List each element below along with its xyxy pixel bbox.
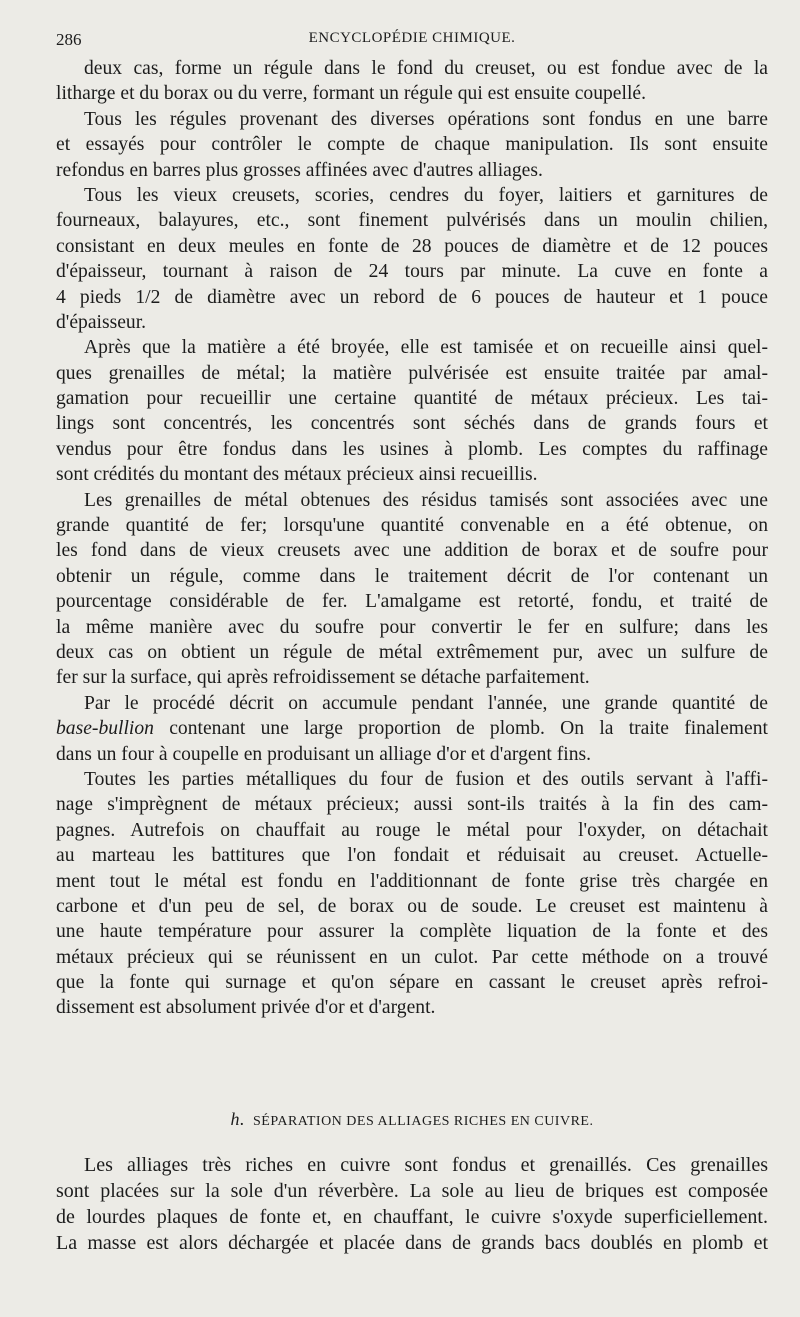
text-line: sont crédités du montant des métaux précieux ainsi recueillis. xyxy=(56,464,538,486)
text-line: La masse est alors déchargée et placée dans de grands bacs doublés en plomb et xyxy=(56,1232,768,1254)
text-line: une haute température pour assurer la complète liquation de la fonte et des xyxy=(56,921,768,943)
text-line: Les grenailles de métal obtenues des résidus tamisés sont associées avec une xyxy=(84,489,768,511)
text-line: d'épaisseur, tournant à raison de 24 tours par minute. La cuve en fonte a xyxy=(56,261,768,283)
paragraph xyxy=(56,183,768,335)
text-line: Après que la matière a été broyée, elle est tamisée et on recueille ainsi quel- xyxy=(84,337,768,359)
text-line: pourcentage considérable de fer. L'amalgame est retorté, fondu, et traité de xyxy=(56,591,768,613)
text-line: dans un four à coupelle en produisant un alliage d'or et d'argent fins. xyxy=(56,743,592,765)
text-line: sont placées sur la sole d'un réverbère. La sole au lieu de briques est composée xyxy=(56,1180,768,1202)
paragraph xyxy=(56,107,768,183)
text-line: Les alliages très riches en cuivre sont fondus et grenaillés. Ces grenailles xyxy=(84,1154,768,1176)
text-line: au marteau les battitures que l'on fondait et réduisait au creuset. Actuelle- xyxy=(56,845,768,867)
text-line: Tous les vieux creusets, scories, cendres du foyer, laitiers et garnitures de xyxy=(84,184,768,206)
section-title: SÉPARATION DES ALLIAGES RICHES EN CUIVRE. xyxy=(253,1114,594,1129)
text-line: vendus pour être fondus dans les usines à plomb. Les comptes du raffinage xyxy=(56,438,768,460)
text-line: 4 pieds 1/2 de diamètre avec un rebord de 6 pouces de hauteur et 1 pouce xyxy=(56,286,768,308)
text-line: grande quantité de fer; lorsqu'une quantité convenable en a été obtenue, on xyxy=(56,515,768,537)
text-line: et essayés pour contrôler le compte de chaque manipulation. Ils sont ensuite xyxy=(56,134,768,156)
text-line: les fond dans de vieux creusets avec une addition de borax et de soufre pour xyxy=(56,540,768,562)
paragraph xyxy=(56,767,768,1021)
text-line: fourneaux, balayures, etc., sont finement pulvérisés dans un moulin chilien, xyxy=(56,210,768,232)
text-line: la même manière avec du soufre pour convertir le fer en sulfure; dans les xyxy=(56,616,768,638)
text-line: Toutes les parties métalliques du four de fusion et des outils servant à l'affi- xyxy=(84,768,768,790)
text-line: de lourdes plaques de fonte et, en chauffant, le cuivre s'oxyde superficiellement. xyxy=(56,1206,768,1228)
text-line: litharge et du borax ou du verre, formant un régule qui est ensuite coupellé. xyxy=(56,83,646,105)
text-line: gamation pour recueillir une certaine quantité de métaux précieux. Les tai- xyxy=(56,388,768,410)
text-line: dissement est absolument privée d'or et d'argent. xyxy=(56,997,436,1019)
page-header xyxy=(56,22,768,52)
text-line: lings sont concentrés, les concentrés sont séchés dans de grands fours et xyxy=(56,413,768,435)
section-heading xyxy=(56,1090,768,1148)
text-line: Tous les régules provenant des diverses opérations sont fondus en une barre xyxy=(84,108,768,130)
text-line: ment tout le métal est fondu en l'additionnant de fonte grise très chargée en xyxy=(56,870,768,892)
text-line: métaux précieux qui se réunissent en un culot. Par cette méthode on a trouvé xyxy=(56,946,768,968)
paragraph xyxy=(56,1152,768,1256)
section-body-text xyxy=(56,1152,768,1256)
text-line: deux cas, forme un régule dans le fond du creuset, ou est fondue avec de la xyxy=(84,58,768,79)
paragraph xyxy=(56,335,768,487)
text-line: obtenir un régule, comme dans le traitement décrit de l'or contenant un xyxy=(56,565,768,587)
section-letter: h. xyxy=(230,1109,246,1129)
text-line: d'épaisseur. xyxy=(56,311,147,333)
text-line: refondus en barres plus grosses affinées avec d'autres alliages. xyxy=(56,159,543,181)
text-line: carbone et d'un peu de sel, de borax ou de soude. Le creuset est maintenu à xyxy=(56,895,768,917)
text-line: base-bullion contenant une large proportion de plomb. On la traite finalement xyxy=(56,718,768,740)
text-line: consistant en deux meules en fonte de 28 pouces de diamètre et de 12 pouces xyxy=(56,235,768,257)
italic-term: base-bullion xyxy=(56,718,154,740)
text-line: Par le procédé décrit on accumule pendant l'année, une grande quantité de xyxy=(84,692,768,714)
paragraph xyxy=(56,488,768,691)
text-line: deux cas on obtient un régule de métal extrêmement pur, avec un sulfure de xyxy=(56,641,768,663)
body-text xyxy=(56,56,768,1021)
text-line: fer sur la surface, qui après refroidissement se détache parfaitement. xyxy=(56,667,590,689)
text-line: nage s'imprègnent de métaux précieux; aussi sont-ils traités à la fin des cam- xyxy=(56,794,768,816)
paragraph xyxy=(56,691,768,767)
page-number: 286 xyxy=(56,30,82,49)
running-title: ENCYCLOPÉDIE CHIMIQUE. xyxy=(308,30,516,46)
text-line: pagnes. Autrefois on chauffait au rouge le métal pour l'oxyder, on détachait xyxy=(56,819,768,841)
text-line: que la fonte qui surnage et qu'on sépare en cassant le creuset après refroi- xyxy=(56,972,768,994)
paragraph xyxy=(56,56,768,107)
text-line: ques grenailles de métal; la matière pulvérisée est ensuite traitée par amal- xyxy=(56,362,768,384)
